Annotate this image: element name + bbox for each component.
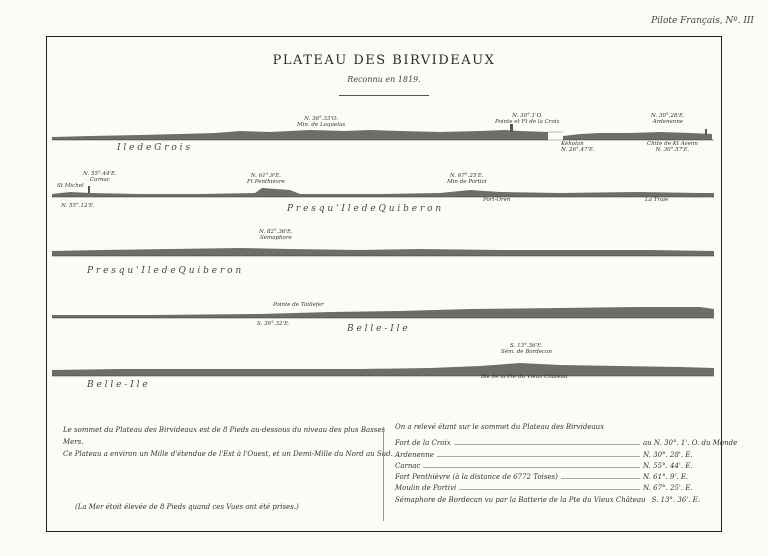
- bearing-label: N. 55°.12'E.: [61, 203, 95, 209]
- coast-name: I l e d e G r o i s: [117, 143, 191, 153]
- bearing-value: N. 30°. 28'. E.: [643, 450, 693, 459]
- bearing-value: S. 13°. 36'. E.: [651, 495, 701, 504]
- bearing-label: La Traie: [645, 197, 669, 203]
- plate-frame: [46, 36, 738, 532]
- bearing-label: N. 55°.44'E. Carnac: [83, 171, 117, 183]
- place-name: Fort Penthièvre (à la distance de 6772 Toises): [395, 473, 558, 482]
- coast-name: P r e s q u ' I l e d e Q u i b e r o n: [87, 266, 242, 276]
- table-row: [395, 470, 713, 481]
- bearing-label: Bie de la Pte du Vieux Château: [481, 374, 568, 380]
- bearing-label: Pointe de Taillefer: [273, 302, 324, 308]
- bearing-label: N. 30°.1'O. Pointe et Ft de la Croix: [495, 113, 560, 125]
- bearing-label: Chtte de Kt Avenn N. 30°.57'E.: [647, 141, 698, 153]
- bearing-value: N. 61°. 9'. E.: [643, 473, 689, 482]
- bearing-label: S. 13°.36'E. Sém. de Bordecan: [501, 343, 552, 355]
- place-name: Sémaphore de Bordecan vu par la Batterie de la Pte du Vieux Château: [395, 495, 646, 504]
- coast-name: P r e s q u ' I l e d e Q u i b e r o n: [287, 204, 442, 214]
- bearing-label: N. 82°.36'E. Sémaphore: [259, 229, 293, 241]
- plateau-notes: [63, 424, 393, 460]
- note-extent: Ce Plateau a environ un Mille d'étendue de l'Est à l'Ouest, et un Demi-Mille du Nord au Sud.: [63, 450, 393, 458]
- place-name: Ardenenne: [395, 450, 434, 459]
- coast-name: B e l l e - I l e: [87, 380, 148, 390]
- bearing-label: Port-Oren: [483, 197, 511, 203]
- place-name: Fort de la Croix: [395, 439, 451, 448]
- title-rule: [339, 95, 429, 96]
- bearing-label: N. 67°.25'E. Min de Portivi: [447, 173, 487, 185]
- plate-number: Pilote Français, Nº. III: [651, 16, 754, 26]
- bearing-label: N. 36°.33'O. Min. de Loquelas: [297, 116, 346, 128]
- tide-note: (La Mer étoit élevée de 8 Pieds quand ces Vues ont été prises.): [75, 503, 299, 511]
- place-name: Moulin de Portivi: [395, 484, 457, 493]
- bearing-value: au N. 30°. 1'. O. du Monde: [643, 439, 738, 448]
- plate-subtitle: Reconnu en 1819.: [347, 75, 421, 84]
- coast-name: B e l l e - I l e: [347, 324, 408, 334]
- table-row: [395, 492, 713, 503]
- bearing-value: N. 55°. 44'. E.: [643, 461, 693, 470]
- bearing-label: N. 61°.9'E. Ft Penthièvre: [247, 173, 285, 185]
- bearings-table: [395, 423, 738, 504]
- table-row: [395, 459, 713, 470]
- plate-title: PLATEAU DES BIRVIDEAUX: [272, 53, 496, 68]
- column-divider: [383, 427, 384, 521]
- bearing-label: Keholan N. 26°.47'E.: [561, 141, 595, 153]
- table-row: [395, 436, 738, 448]
- bearing-value: N. 67°. 25'. E.: [643, 484, 693, 493]
- bearings-table-heading: On a relevé étant sur le sommet du Plateau des Birvideaux: [395, 423, 605, 431]
- place-name: Carnac: [395, 461, 421, 470]
- table-row: [395, 447, 713, 458]
- note-depth: Le sommet du Plateau des Birvideaux est de 8 Pieds au-dessous du niveau des plus Basses Mers.: [63, 426, 386, 446]
- table-row: [395, 481, 713, 492]
- bearing-label: S. 36°.32'E.: [257, 321, 290, 327]
- bearing-label: N. 30°.28'E. Ardenenne: [651, 113, 685, 125]
- bearing-label: St Michel: [57, 183, 84, 189]
